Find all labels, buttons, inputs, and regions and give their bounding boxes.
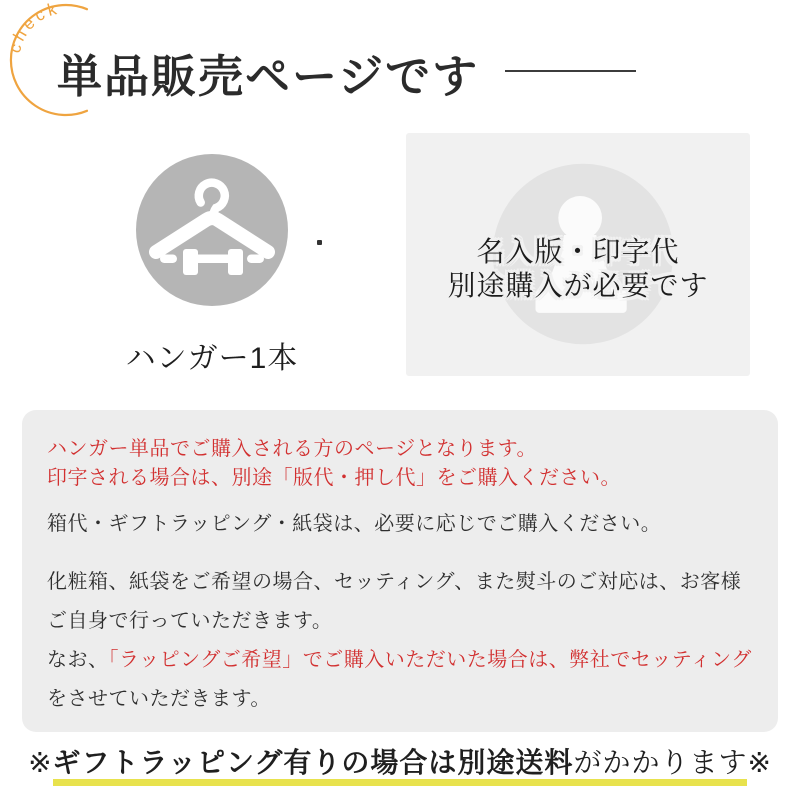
footer-note-suffix: ※ xyxy=(747,747,772,778)
info-para-line3-black: なお、 xyxy=(47,649,109,671)
title-divider-line xyxy=(505,70,636,72)
printing-fee-box xyxy=(406,133,750,376)
hanger-label: ハンガー1本 xyxy=(125,342,299,375)
info-red-lines xyxy=(47,435,778,493)
info-red-line2: 印字される場合は、別途「版代・押し代」をご購入ください。 xyxy=(47,467,621,489)
footer-note-regular: がかかります xyxy=(573,747,748,778)
footer-shipping-note xyxy=(0,741,800,781)
info-paragraph xyxy=(47,563,778,719)
info-para-line3-red: 「ラッピングご希望」でご購入いただいた場合は、弊社でセッティング xyxy=(108,649,752,671)
printing-fee-line1: 名入版・印字代 xyxy=(476,236,680,267)
hanger-circle xyxy=(136,154,288,306)
footer-note-underlined xyxy=(53,747,748,786)
svg-text:check xyxy=(5,0,62,55)
printing-fee-text xyxy=(406,235,750,303)
info-para-line4: をさせていただきます。 xyxy=(47,688,271,710)
info-para-line2: ご自身で行っていただきます。 xyxy=(47,610,333,632)
purchase-info-box xyxy=(22,410,778,732)
footer-note-bold: ギフトラッピング有りの場合は別途送料 xyxy=(52,747,574,778)
info-black-line1: 箱代・ギフトラッピング・紙袋は、必要に応じでご購入ください。 xyxy=(47,513,662,535)
check-badge-label: check xyxy=(4,0,62,55)
info-para-line1: 化粧箱、紙袋をご希望の場合、セッティング、また熨斗のご対応は、お客様 xyxy=(47,571,742,593)
printing-fee-line2: 別途購入が必要です xyxy=(447,270,709,301)
hanger-icon xyxy=(136,154,288,306)
stray-dot xyxy=(317,240,322,245)
footer-note-prefix: ※ xyxy=(28,747,53,778)
info-red-line1: ハンガー単品でご購入される方のページとなります。 xyxy=(47,438,537,460)
page-title: 単品販売ページです xyxy=(57,51,480,102)
